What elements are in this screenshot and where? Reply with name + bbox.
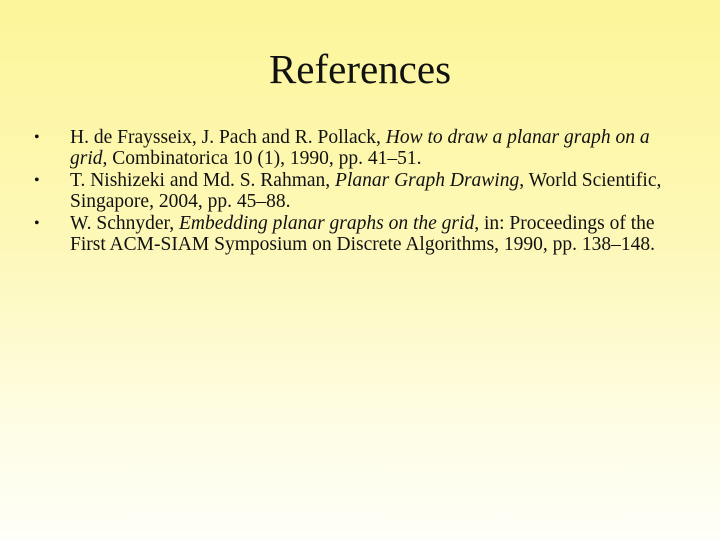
bullet-icon: • [34,129,40,146]
reference-item [34,213,684,255]
reference-item [34,170,684,212]
slide-title: References [268,46,452,92]
reference-authors: T. Nishizeki and Md. S. Rahman, [70,170,336,191]
reference-details: , World Scientific, Singapore, 2004, pp. 45–88. [70,170,662,212]
bullet-icon: • [34,215,40,232]
reference-authors: W. Schnyder, [70,213,179,234]
reference-work-title: How to draw a planar graph on a grid [70,127,650,169]
bullet-icon: • [34,172,40,189]
reference-list [34,127,684,256]
reference-work-title: Planar Graph Drawing [335,170,520,191]
reference-work-title: Embedding planar graphs on the grid [178,213,475,234]
reference-authors: H. de Fraysseix, J. Pach and R. Pollack, [70,127,386,148]
reference-item [34,127,684,169]
reference-details: , in: Proceedings of the First ACM-SIAM Symposium on Discrete Algorithms, 1990, pp. 138–148. [70,213,656,255]
reference-details: , Combinatorica 10 (1), 1990, pp. 41–51. [102,148,422,169]
